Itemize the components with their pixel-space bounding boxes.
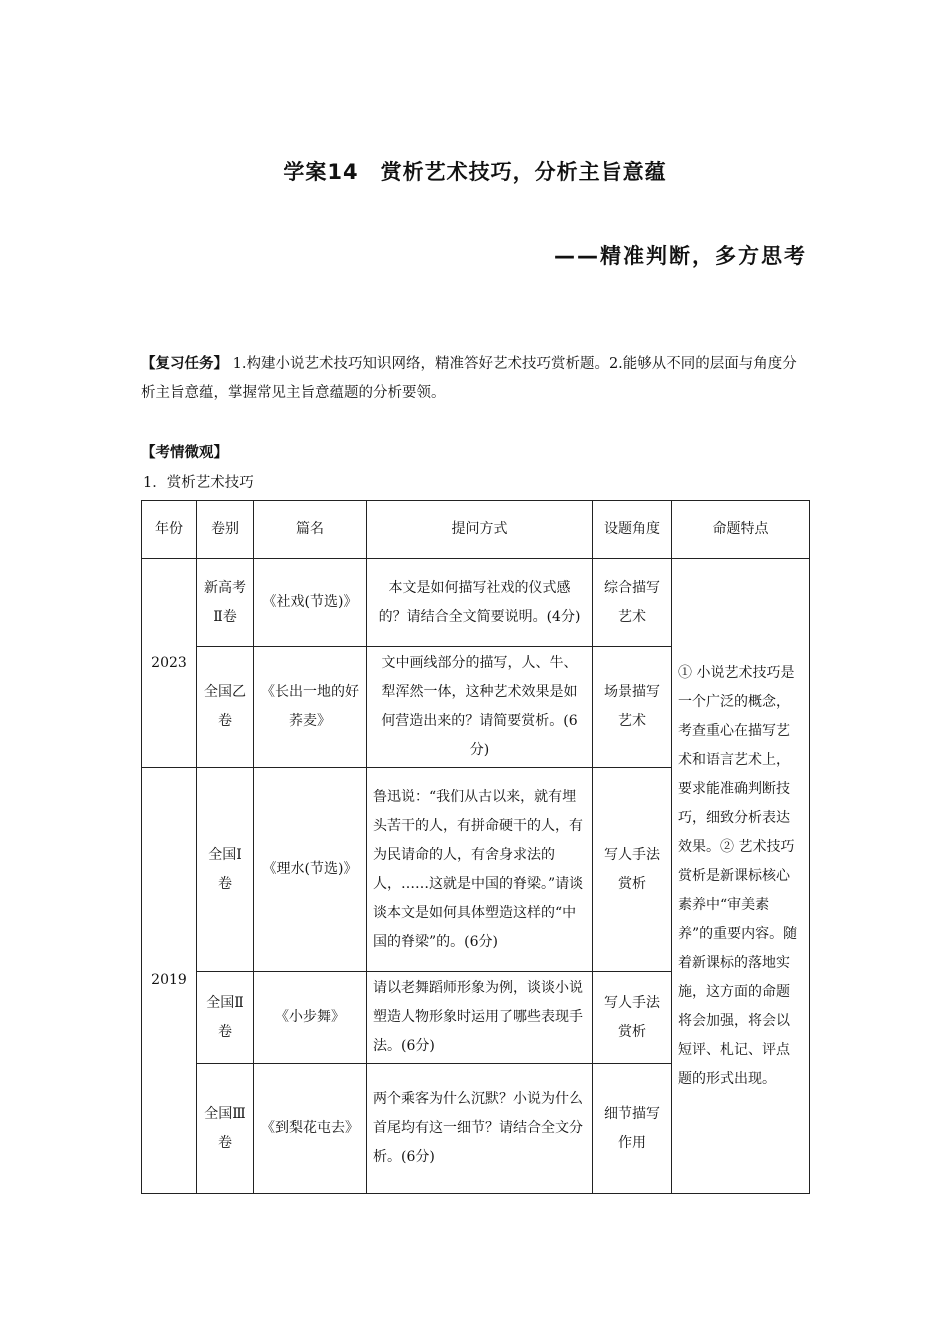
question-cell: 本文是如何描写社戏的仪式感的？请结合全文简要说明。(4分) <box>367 559 593 647</box>
title-cell: 《小步舞》 <box>254 972 367 1064</box>
review-task-tag: 【复习任务】 <box>141 356 228 372</box>
angle-cell: 写人手法赏析 <box>593 972 672 1064</box>
header-angle: 设题角度 <box>593 501 672 559</box>
title-cell: 《社戏(节选)》 <box>254 559 367 647</box>
question-cell: 两个乘客为什么沉默？小说为什么首尾均有这一细节？请结合全文分析。(6分) <box>367 1064 593 1194</box>
header-year: 年份 <box>142 501 197 559</box>
question-cell: 请以老舞蹈师形象为例，谈谈小说塑造人物形象时运用了哪些表现手法。(6分) <box>367 972 593 1064</box>
table-row <box>142 559 810 647</box>
section-heading: 【考情微观】 <box>141 445 228 461</box>
title-cell: 《理水(节选)》 <box>254 768 367 972</box>
title-cell: 《长出一地的好荞麦》 <box>254 647 367 768</box>
exam-analysis-table <box>141 500 810 1194</box>
header-feature: 命题特点 <box>672 501 810 559</box>
review-task-paragraph <box>141 350 811 408</box>
page-subtitle: ——精准判断，多方思考 <box>554 244 807 268</box>
feature-cell: ① 小说艺术技巧是一个广泛的概念，考查重心在描写艺术和语言艺术上，要求能准确判断技巧，细致分析表达效果。② 艺术技巧赏析是新课标核心素养中“审美素养”的重要内容。随着新课标的落地实施，这方面的命题将会加强，将会以短评、札记、评点题的形式出现。 <box>672 559 810 1194</box>
paper-cell: 全国Ⅲ卷 <box>197 1064 254 1194</box>
title-cell: 《到梨花屯去》 <box>254 1064 367 1194</box>
question-cell: 鲁迅说：“我们从古以来，就有埋头苦干的人，有拼命硬干的人，有为民请命的人，有舍身求法的人，……这就是中国的脊梁。”请谈谈本文是如何具体塑造这样的“中国的脊梁”的。(6分) <box>367 768 593 972</box>
review-task-text: 1.构建小说艺术技巧知识网络，精准答好艺术技巧赏析题。2.能够从不同的层面与角度分析主旨意蕴，掌握常见主旨意蕴题的分析要领。 <box>141 356 797 401</box>
angle-cell: 写人手法赏析 <box>593 768 672 972</box>
paper-cell: 新高考Ⅱ卷 <box>197 559 254 647</box>
angle-cell: 场景描写艺术 <box>593 647 672 768</box>
sub-heading: 1．赏析艺术技巧 <box>143 475 254 491</box>
paper-cell: 全国Ⅰ卷 <box>197 768 254 972</box>
year-cell: 2019 <box>142 768 197 1194</box>
year-cell: 2023 <box>142 559 197 768</box>
question-cell: 文中画线部分的描写，人、牛、犁浑然一体，这种艺术效果是如何营造出来的？请简要赏析。(6分) <box>367 647 593 768</box>
header-title: 篇名 <box>254 501 367 559</box>
paper-cell: 全国Ⅱ卷 <box>197 972 254 1064</box>
table-header-row <box>142 501 810 559</box>
paper-cell: 全国乙卷 <box>197 647 254 768</box>
angle-cell: 综合描写艺术 <box>593 559 672 647</box>
header-question: 提问方式 <box>367 501 593 559</box>
angle-cell: 细节描写作用 <box>593 1064 672 1194</box>
page-title: 学案14 赏析艺术技巧，分析主旨意蕴 <box>283 160 667 184</box>
header-paper: 卷别 <box>197 501 254 559</box>
